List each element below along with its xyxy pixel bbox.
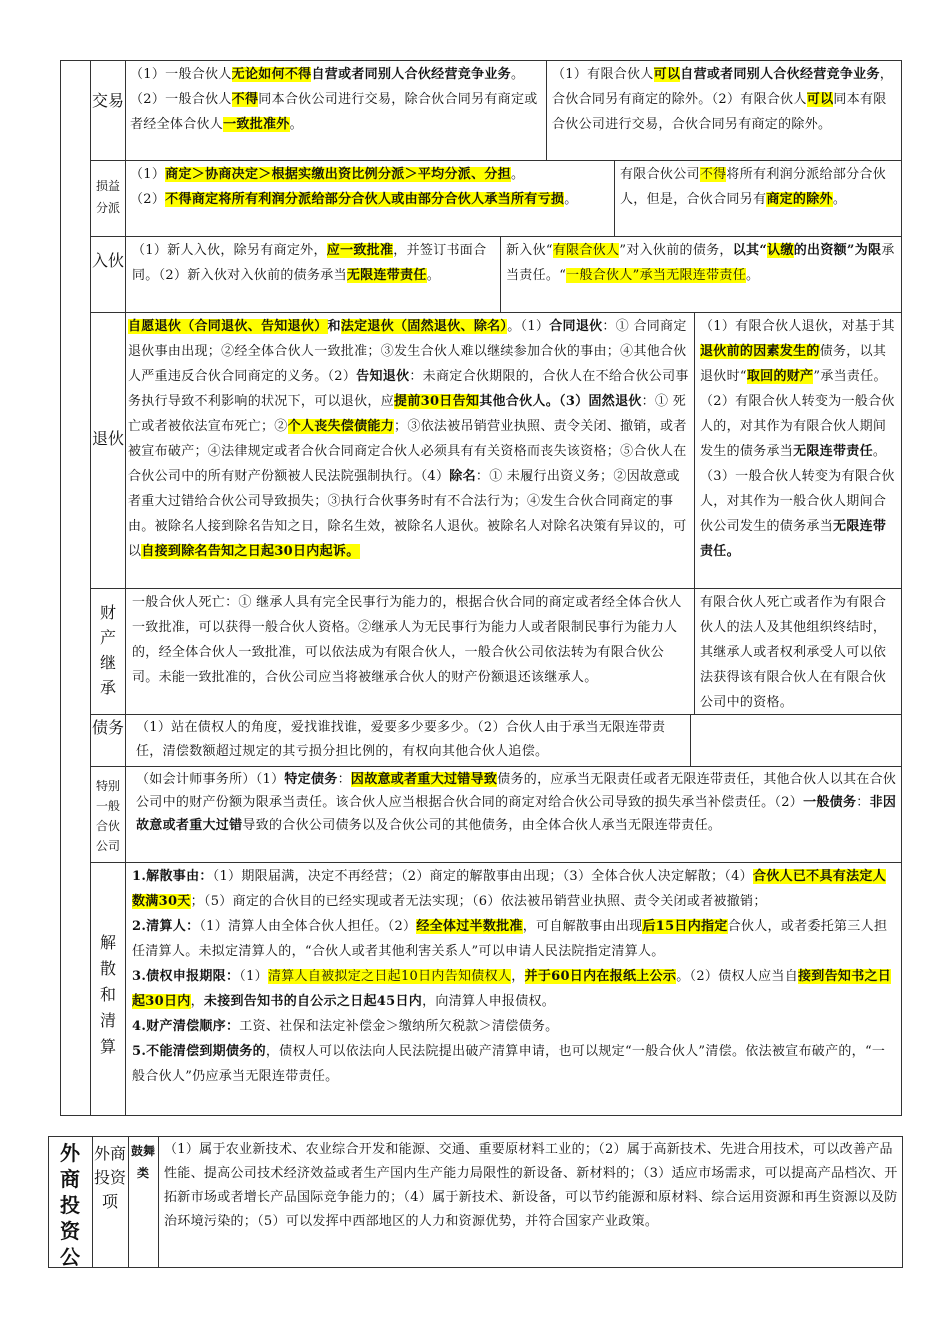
join-limited-cell: 新入伙“有限合伙人”对入伙前的债务，以其“认缴的出资额”为限承当责任。“一般合伙人”承当无限连带责任。 xyxy=(506,243,895,283)
cell-sep xyxy=(614,160,615,236)
foreign-col1-label: 外商投资公 xyxy=(60,1141,80,1269)
trade-limited-cell: （1）有限合伙人可以自营或者同别人合伙经营竞争业务，合伙合同另有商定的除外。（2）有限合伙人可以同本有限合伙公司进行交易，合伙合同另有商定的除外。 xyxy=(552,67,894,132)
trade-general-cell: （1）一般合伙人无论如何不得自营或者同别人合伙经营竞争业务。（2）一般合伙人不得同本合伙公司进行交易，除合伙合同另有商定或者经全体合伙人一致批准外。 xyxy=(130,67,538,132)
cell-sep xyxy=(546,60,547,160)
row-sep xyxy=(90,236,902,237)
row-label-debt: 债务 xyxy=(92,718,125,737)
profit-limited-cell: 有限合伙公司不得将所有利润分派给部分合伙人，但是，合伙合同另有商定的除外。 xyxy=(620,167,887,207)
row-label-profit: 损益分派 xyxy=(95,179,120,215)
exit-general-cell: 自愿退伙（合同退伙、告知退伙）和法定退伙（固然退伙、除名）。（1）合同退伙：① 合同商定退伙事由出现；②经全体合伙人一致批准；③发生合伙人难以继续参加合伙的事由；④其他合伙人严重违反合伙合同商定的义务。（2）告知退伙：未商定合伙期限的，合伙人在不给合伙公司事务执行导致不利影响的状况下，可以退伙，应提前30日告知其他合伙人。（3）固然退伙：① 死亡或者被依法宣布死亡；②个人丧失偿债能力；③依法被吊销营业执照、责令关闭、撤销，或者被宣布破产；④法律规定或者合伙合同商定合伙人必须具有有关资格而丧失该资格；⑤合伙人在合伙公司中的所有财产份额被人民法院强制执行。（4）除名：① 未履行出资义务；②因故意或者重大过错给合伙公司导致损失；③执行合伙事务时有不合法行为；④发生合伙合同商定的事由。被除名人接到除名告知之日，除名生效，被除名人退伙。被除名人对除名决策有异议的，可以自接到除名告知之日起30日内起诉。 xyxy=(128,319,689,559)
special-cell: （如会计师事务所）（1）特定债务：因故意或者重大过错导致债务的，应承当无限责任或者无限连带责任，其他合伙人以其在合伙公司中的财产份额为限承当责任。该合伙人应当根据合伙合同的商定对给合伙公司导致的损失承当补偿责任。（2）一般债务：非因故意或者重大过错导致的合伙公司债务以及合伙公司的其他债务，由全体合伙人承当无限连带责任。 xyxy=(136,772,897,833)
row-label-inherit: 财产继承 xyxy=(99,603,116,697)
inherit-limited-cell: 有限合伙人死亡或者作为有限合伙人的法人及其他组织终结时，其继承人或者权利承受人可以依法获得该有限合伙人在有限合伙公司中的资格。 xyxy=(700,595,887,710)
cell-sep xyxy=(92,1136,93,1268)
row-sep xyxy=(90,862,902,863)
row-label-special: 特别一般合伙公司 xyxy=(95,779,120,853)
join-general-cell: （1）新人入伙，除另有商定外，应一致批准，并签订书面合同。（2）新入伙对入伙前的债务承当无限连带责任。 xyxy=(132,243,487,283)
inherit-general-cell: 一般合伙人死亡：① 继承人具有完全民事行为能力的，根据合伙合同的商定或者经全体合伙人一致批准，可以获得一般合伙人资格。②继承人为无民事行为能力人或者限制民事行为能力人的，经全体合伙人一致批准，可以依法成为有限合伙人，一般合伙公司依法转为有限合伙公司。未能一致批准的，合伙公司应当将被继承合伙人的财产份额退还该继承人。 xyxy=(132,595,682,685)
dissolve-liquidator: 2.清算人：（1）清算人由全体合伙人担任。（2）经全体过半数批准，可自解散事由出现后15日内指定合伙人，或者委托第三人担任清算人。未拟定清算人的，“合伙人或者其他利害关系人”可以申请人民法院指定清算人。 xyxy=(132,919,888,959)
row-sep xyxy=(90,588,902,589)
dissolve-order: 4.财产清偿顺序：工资、社保和法定补偿金＞缴纳所欠税款＞清偿债务。 xyxy=(132,1019,559,1034)
cell-sep xyxy=(500,236,501,312)
debt-general-cell: （1）站在债权人的角度，爱找谁找谁，爱要多少要多少。（2）合伙人由于承当无限连带责任，清偿数额超过规定的其亏损分担比例的，有权向其他合伙人追偿。 xyxy=(136,720,666,759)
profit-general-cell: （1）商定＞协商决定＞根据实缴出资比例分派＞平均分派、分担。 （2）不得商定将所有利润分派给部分合伙人或由部分合伙人承当所有亏损。 xyxy=(130,167,578,207)
exit-limited-cell: （1）有限合伙人退伙，对基于其退伙前的因素发生的债务，以其退伙时“取回的财产”承当责任。（2）有限合伙人转变为一般合伙人的，对其作为有限合伙人期间发生的债务承当无限连带责任。（3）一般合伙人转变为有限合伙人，对其作为一般合伙人期间合伙公司发生的债务承当无限连带责任。 xyxy=(700,319,895,559)
row-label-dissolve: 解散和清算 xyxy=(99,933,116,1056)
dissolve-bankruptcy: 5.不能清偿到期债务的，债权人可以依法向人民法院提出破产清算申请，也可以规定“一般合伙人”清偿。依法被宣布破产的，“一般合伙人”仍应承当无限连带责任。 xyxy=(132,1044,886,1084)
dissolve-reasons: 1.解散事由：（1）期限届满，决定不再经营；（2）商定的解散事由出现；（3）全体合伙人决定解散；（4）合伙人已不具有法定人数满30天；（5）商定的合伙目的已经实现或者无法实现；（6）依法被吊销营业执照、责令关闭或者被撤销； xyxy=(132,869,886,909)
foreign-col3-label: 鼓舞类 xyxy=(130,1144,155,1180)
row-sep xyxy=(90,312,902,313)
row-label-trade: 交易 xyxy=(92,91,125,110)
dissolve-claim-period: 3.债权申报期限：（1）清算人自被拟定之日起10日内告知债权人，并于60日内在报纸上公示。（2）债权人应当自接到告知书之日起30日内，未接到告知书的自公示之日起45日内，向清算人申报债权。 xyxy=(132,969,892,1009)
row-sep xyxy=(90,714,902,715)
foreign-encouraged-text: （1）属于农业新技术、农业综合开发和能源、交通、重要原材料工业的；（2）属于高新技术、先进合用技术，可以改善产品性能、提高公司技术经济效益或者生产国内生产能力局限性的新设备、新材料的；（3）适应市场需求，可以提高产品档次、开拓新市场或者增长产品国际竞争能力的；（4）属于新技术、新设备，可以节约能源和原材料、综合运用资源和再生资源以及防治环境污染的；（5）可以发挥中西部地区的人力和资源优势，并符合国家产业政策。 xyxy=(164,1142,898,1229)
row-sep xyxy=(90,160,902,161)
cell-sep xyxy=(158,1136,159,1268)
cell-sep xyxy=(694,312,695,714)
cell-sep xyxy=(690,714,691,766)
dissolve-cell xyxy=(132,864,898,1114)
row-sep xyxy=(90,766,902,767)
row-label-exit: 退伙 xyxy=(92,429,125,448)
row-label-join: 入伙 xyxy=(92,251,125,270)
foreign-col2-label: 外商投资项 xyxy=(94,1144,127,1211)
